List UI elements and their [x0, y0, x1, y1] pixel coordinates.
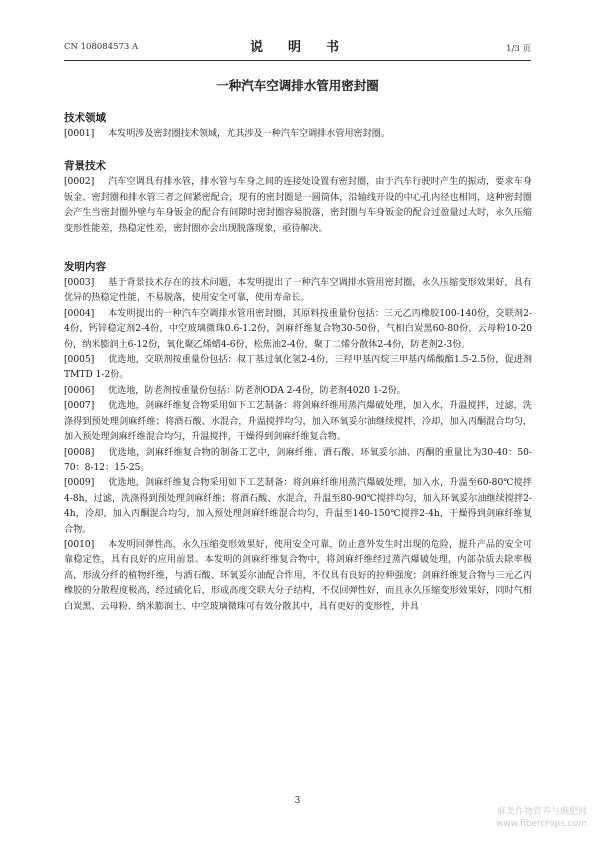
doc-type: 说 明 书: [249, 40, 345, 55]
paragraph-number: [0003]: [64, 278, 95, 289]
doc-number: CN 108084573 A: [64, 42, 139, 52]
paragraph: [64, 307, 532, 353]
paragraph-number: [0005]: [64, 355, 95, 366]
document-body: [64, 100, 532, 615]
paragraph-text: 汽车空调具有排水管，排水管与车身之间的连接处设置有密封圈，由于汽车行驶时产生的振动，要求车身钣金、密封圈和排水管三者之间紧密配合，现有的密封圈是一圆筒体，沿轴线开设的中心孔内径也相同，这种密封圈会产生当密封圈外壁与车身钣金的配合有间隙时密封圈容易脱落，密封圈与车身钣金的配合过盈量过大时，永久压缩变形性能差，热稳定性差，密封圈亦会出现脱落现象，亟待解决。: [64, 177, 532, 234]
paragraph: [64, 175, 532, 237]
paragraph: [64, 476, 532, 538]
paragraph: [64, 446, 532, 477]
paragraph-number: [0001]: [64, 129, 95, 139]
paragraph-number: [0002]: [64, 177, 95, 188]
watermark-site-name: 麻类作物营养与施肥网: [496, 807, 587, 817]
section-heading: 背景技术: [64, 160, 106, 173]
page-header: [64, 36, 531, 58]
paragraph-text: 优选地，剑麻纤维复合物采用如下工艺制备：将剑麻纤维用蒸汽爆破处理，加入水，升温搅拌，过滤，洗涤得到预处理剑麻纤维；将酒石酸、水混合，升温搅拌均匀，加入环氧妥尔油继续搅拌，冷却，加入丙酮混合均匀，加入预处理剑麻纤维混合均匀，升温搅拌，干燥得到剑麻纤维复合物。: [64, 401, 532, 443]
paragraph-number: [0006]: [64, 385, 95, 396]
paragraph-text: 优选地，剑麻纤维复合物的制备工艺中，剑麻纤维、酒石酸、环氧妥尔油、丙酮的重量比为30-40：50-70：8-12：15-25。: [64, 447, 532, 473]
header-divider: [64, 60, 531, 61]
watermark: [496, 806, 587, 830]
paragraph-number: [0008]: [64, 447, 95, 458]
section-heading: 技术领域: [64, 112, 106, 124]
document-title: 一种汽车空调排水管用密封圈: [216, 78, 379, 93]
watermark-url: www.fibercrops.com: [496, 819, 587, 829]
paragraph: [64, 538, 532, 615]
paragraph-number: [0010]: [64, 539, 95, 550]
paragraph-text: 优选地，防老剂按重量份包括：防老剂ODA 2-4份，防老剂4020 1-2份。: [108, 385, 406, 396]
page-indicator: 1/3 页: [506, 44, 531, 54]
paragraph: [64, 384, 532, 399]
paragraph-number: [0004]: [64, 308, 95, 319]
paragraph-text: 本发明涉及密封圈技术领域，尤其涉及一种汽车空调排水管用密封圈。: [108, 129, 390, 139]
page-number: 3: [294, 796, 301, 806]
paragraph-text: 优选地，交联剂按重量份包括：叔丁基过氧化氢2-4份，三羟甲基丙烷三甲基丙烯酸酯1.5-2.5份，促进剂TMTD 1-2份。: [64, 355, 532, 381]
paragraph-number: [0009]: [64, 478, 95, 489]
paragraph-text: 基于背景技术存在的技术问题，本发明提出了一种汽车空调排水管用密封圈，永久压缩变形效果好，具有优异的热稳定性能，不易脱落，使用安全可靠，使用寿命长。: [64, 278, 532, 304]
paragraph-number: [0007]: [64, 401, 95, 412]
paragraph-text: 本发明提出的一种汽车空调排水管用密封圈，其原料按重量份包括：三元乙丙橡胶100-140份，交联剂2-4份，钙锌稳定剂2-4份，中空玻璃微珠0.6-1.2份，剑麻纤维复合物30-50份，气相白炭黑60-80份，云母粉10-20份，纳米膨润土6-12份，氧化聚乙烯蜡4-6份，松焦油2-4份，聚丁二烯分散体2-4份，防老剂2-3份。: [64, 308, 532, 350]
section-heading: 发明内容: [64, 261, 106, 274]
paragraph: [64, 127, 532, 142]
paragraph-text: 优选地，剑麻纤维复合物采用如下工艺制备：将剑麻纤维用蒸汽爆破处理，加入水，升温至60-80℃搅拌4-8h，过滤，洗涤得到预处理剑麻纤维；将酒石酸、水混合，升温至80-90℃搅拌均匀，加入环氧妥尔油继续搅拌2-4h，冷却，加入丙酮混合均匀，加入预处理剑麻纤维混合均匀，升温至140-150℃搅拌2-4h，干燥得到剑麻纤维复合物。: [64, 478, 532, 535]
paragraph-text: 本发明回弹性高，永久压缩变形效果好，使用安全可靠，防止意外发生时出现的危险，提升产品的安全可靠稳定性，具有良好的应用前景。本发明的剑麻纤维复合物中，将剑麻纤维经过蒸汽爆破处理，内部杂质去除率极高，形成分纤的植物纤维，与酒石酸、环氧妥尔油配合作用，不仅具有良好的拉伸强度；剑麻纤维复合物与三元乙丙橡胶的分散程度极高，经过硫化后，形成高度交联大分子结构，不仅回弹性好，而且永久压缩变形效果好，同时气相白炭黑、云母粉、纳米膨润土、中空玻璃微珠可有效分散其中，具有更好的变形性，并具: [64, 539, 532, 612]
paragraph: [64, 399, 532, 445]
paragraph: [64, 353, 532, 384]
paragraph: [64, 276, 532, 307]
